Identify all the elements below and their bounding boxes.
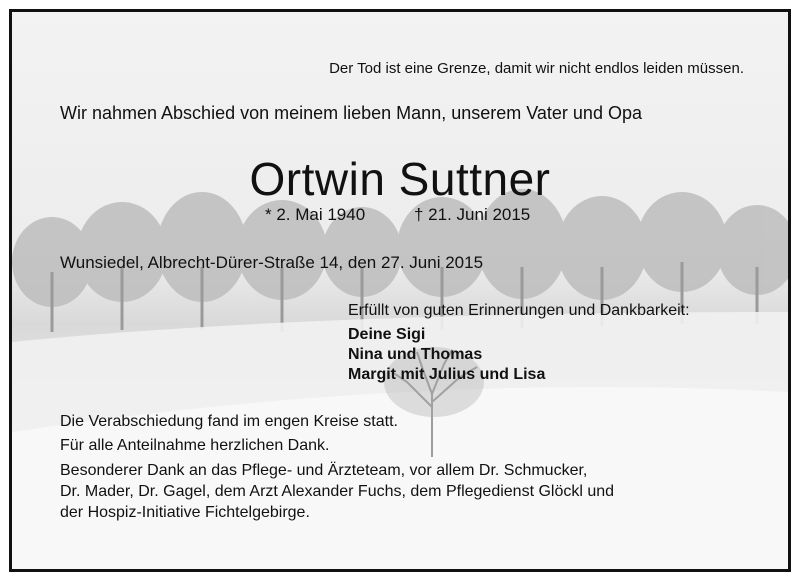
mourner-name: Deine Sigi xyxy=(348,326,426,343)
note-line: der Hospiz-Initiative Fichtelgebirge. xyxy=(60,504,310,521)
place-and-date: Wunsiedel, Albrecht-Dürer-Straße 14, den 27. Juni 2015 xyxy=(60,253,484,272)
note-line: Für alle Anteilnahme herzlichen Dank. xyxy=(60,437,330,454)
intro-text: Wir nahmen Abschied von meinem lieben Mann, unserem Vater und Opa xyxy=(60,103,642,123)
note-line: Besonderer Dank an das Pflege- und Ärzteteam, vor allem Dr. Schmucker, xyxy=(60,462,588,479)
death-date: † 21. Juni 2015 xyxy=(414,205,531,224)
birth-date: * 2. Mai 1940 xyxy=(265,205,366,224)
memories-line: Erfüllt von guten Erinnerungen und Dankbarkeit: xyxy=(348,302,690,319)
quote: Der Tod ist eine Grenze, damit wir nicht endlos leiden müssen. xyxy=(329,60,744,77)
obituary-notice xyxy=(9,9,791,572)
mourner-name: Nina und Thomas xyxy=(348,346,483,363)
note-line: Die Verabschiedung fand im engen Kreise statt. xyxy=(60,413,398,430)
mourner-name: Margit mit Julius und Lisa xyxy=(348,366,546,383)
deceased-name: Ortwin Suttner xyxy=(249,153,551,205)
note-line: Dr. Mader, Dr. Gagel, dem Arzt Alexander Fuchs, dem Pflegedienst Glöckl und xyxy=(60,483,615,500)
